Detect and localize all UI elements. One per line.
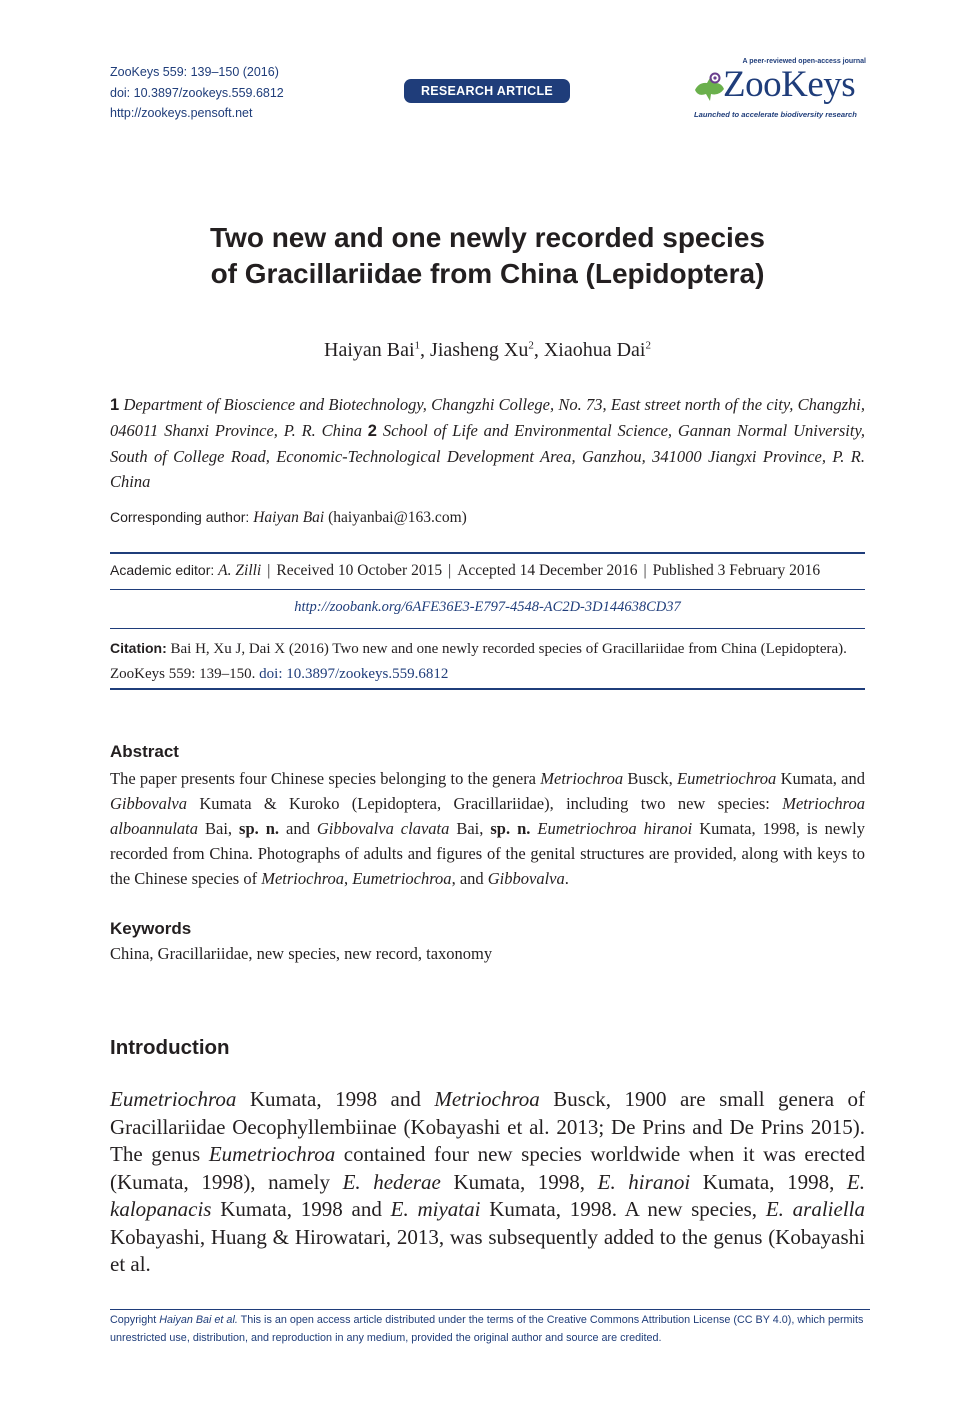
citation-block [110,636,865,686]
affiliation-1: Department of Bioscience and Biotechnology, Changzhi College, No. 73, East street north of the city, Changzhi, 046011 Shanxi Province, P. R. China [110,395,866,440]
author-name[interactable]: Jiasheng Xu [430,339,529,361]
corresponding-email-link[interactable]: (haiyanbai@163.com) [328,509,467,526]
editor-label: Academic editor: [110,562,215,578]
logo-slogan: Launched to accelerate biodiversity research [694,110,857,119]
separator: | [448,562,452,579]
article-type-badge: RESEARCH ARTICLE [404,79,570,103]
author-affiliation-marker: 2 [528,339,534,352]
author-list: Haiyan Bai$^1$, Jiasheng Xu$^2$, Xiaohua Dai$^2$ [324,339,651,361]
citation-text: Bai H, Xu J, Dai X (2016) Two new and one newly recorded species of Gracillariidae from China (Lepidoptera). ZooKeys 559: 139–150. [110,641,847,682]
journal-url-link[interactable]: http://zookeys.pensoft.net [110,106,253,120]
author-affiliation-marker: 1 [414,339,421,352]
article-title [110,220,865,292]
keywords-heading: Keywords [110,919,192,938]
received-date: Received 10 October 2015 [276,562,443,579]
separator: | [267,562,271,579]
divider [110,688,865,690]
author-affiliation-marker: 2 [645,339,651,352]
key-emblem-icon [693,70,727,104]
logo-wordmark: ZooKeys [723,64,856,105]
abstract-heading: Abstract [110,742,179,761]
editorial-history [110,562,865,580]
journal-citation: ZooKeys 559: 139–150 (2016) [110,65,279,79]
separator: | [643,562,647,579]
copyright-footer: Copyright Haiyan Bai et al. This is an open access article distributed under the terms of the Creative Commons Attribution License (CC BY 4.0), which permits unrestricted use, distribution, and reproduction in any medium, provided the original author and source are credited. [110,1309,870,1347]
corresponding-label: Corresponding author: [110,509,250,525]
affiliation-number: 1 [110,396,120,414]
logo-tagline: A peer-reviewed open-access journal [742,58,866,65]
zookeys-logo [690,58,868,122]
editor-name: A. Zilli [218,562,262,579]
title-line-2: of Gracillariidae from China (Lepidoptera) [210,258,765,289]
zoobank-link[interactable]: http://zoobank.org/6AFE36E3-E797-4548-AC2D-3D144638CD37 [294,599,681,615]
divider [110,552,865,554]
published-date: Published 3 February 2016 [652,562,821,579]
affiliation-number: 2 [367,422,377,440]
journal-meta [110,62,284,124]
author-name[interactable]: Xiaohua Dai [543,339,646,361]
citation-doi-link[interactable]: doi: 10.3897/zookeys.559.6812 [259,665,449,682]
title-line-1: Two new and one newly recorded species [210,222,765,253]
author-name[interactable]: Haiyan Bai [324,339,415,361]
affiliation-2: School of Life and Environmental Science, Gannan Normal University, South of College Road, Economic-Technological Development Area, Ganzhou, 341000 Jiangxi Province, P. R. China [110,421,866,491]
abstract-text: The paper presents four Chinese species belonging to the genera Metriochroa Busck, Eumetriochroa Kumata, and Gibbovalva Kumata & Kuroko (Lepidoptera, Gracillariidae), including two new species: Metriochroa alboannulata Bai, sp. n. and Gibbovalva clavata Bai, sp. n. Eumetriochroa hiranoi Kumata, 1998, is newly recorded from China. Photographs of adults and figures of the genital structures are provided, along with keys to the Chinese species of Metriochroa, Eumetriochroa, and Gibbovalva. [110,769,866,888]
citation-label: Citation: [110,640,167,656]
affiliations [110,392,865,494]
introduction-heading: Introduction [110,1036,230,1059]
corresponding-name: Haiyan Bai [253,509,325,526]
corresponding-author [110,509,467,527]
divider [110,628,865,629]
accepted-date: Accepted 14 December 2016 [457,562,638,579]
introduction-text: Eumetriochroa Kumata, 1998 and Metriochroa Busck, 1900 are small genera of Gracillariidae Oecophyllembiinae (Kobayashi et al. 2013; De Prins and De Prins 2015). The genus Eumetriochroa contained four new species worldwide when it was erected (Kumata, 1998), namely E. hederae Kumata, 1998, E. hiranoi Kumata, 1998, E. kalopanacis Kumata, 1998 and E. miyatai Kumata, 1998. A new species, E. araliella Kobayashi, Huang & Hirowatari, 2013, was subsequently added to the genus (Kobayashi et al. [110,1087,865,1276]
keywords-text: China, Gracillariidae, new species, new record, taxonomy [110,944,493,963]
doi-link[interactable]: doi: 10.3897/zookeys.559.6812 [110,85,284,100]
divider [110,589,865,590]
